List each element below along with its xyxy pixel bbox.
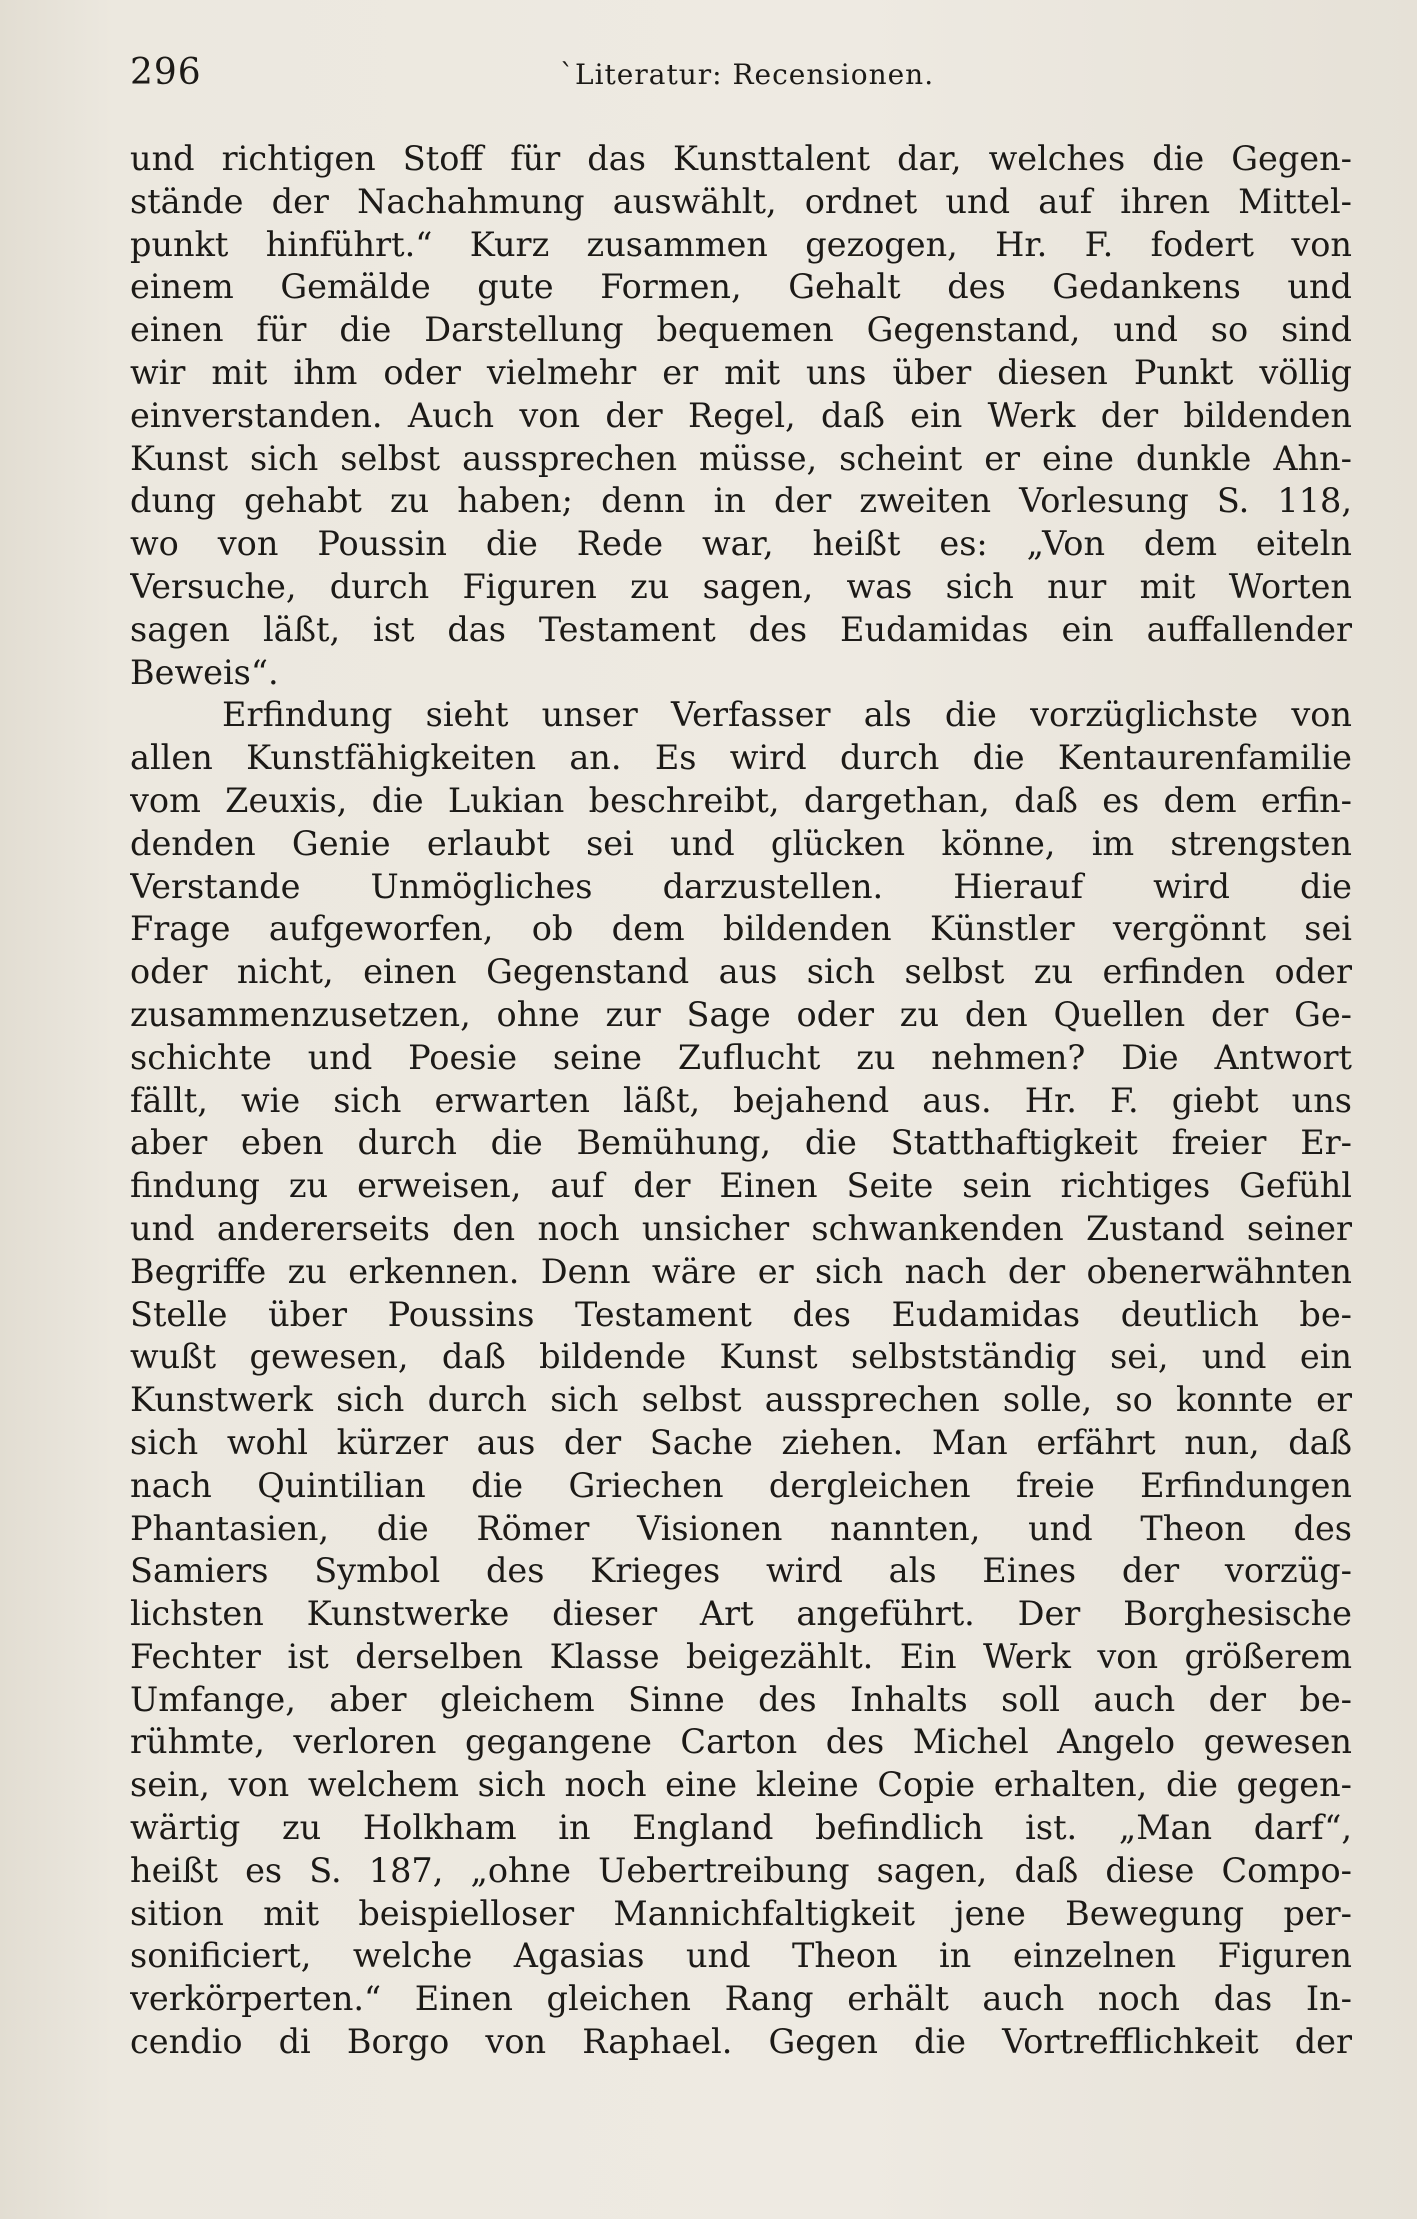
text-line: schichte und Poesie seine Zuflucht zu nehmen? Die Antwort — [130, 1037, 1352, 1077]
text-line: einem Gemälde gute Formen, Gehalt des Gedankens und — [130, 267, 1352, 307]
text-line: wo von Poussin die Rede war, heißt es: „Von dem eiteln — [130, 524, 1352, 564]
text-line: sagen läßt, ist das Testament des Eudamidas ein auffallender — [130, 609, 1352, 649]
text-line: Fechter ist derselben Klasse beigezählt. Ein Werk von größerem — [130, 1636, 1352, 1676]
text-line: cendio di Borgo von Raphael. Gegen die Vortrefflichkeit der — [130, 2022, 1352, 2062]
text-line: einen für die Darstellung bequemen Gegenstand, und so sind — [130, 310, 1352, 350]
text-line: sonificiert, welche Agasias und Theon in einzelnen Figuren — [130, 1936, 1352, 1976]
text-line: wärtig zu Holkham in England befindlich ist. „Man darf“, — [130, 1808, 1352, 1848]
text-line: Kunstwerk sich durch sich selbst aussprechen solle, so konnte er — [130, 1380, 1352, 1420]
text-line: heißt es S. 187, „ohne Uebertreibung sagen, daß diese Compo- — [130, 1850, 1352, 1890]
text-line: Frage aufgeworfen, ob dem bildenden Künstler vergönnt sei — [130, 909, 1352, 949]
text-line: zusammenzusetzen, ohne zur Sage oder zu den Quellen der Ge- — [130, 994, 1352, 1034]
text-line: und richtigen Stoff für das Kunsttalent dar, welches die Gegen- — [130, 139, 1352, 178]
text-line: vom Zeuxis, die Lukian beschreibt, dargethan, daß es dem erfin- — [130, 780, 1352, 820]
text-line: sition mit beispielloser Mannichfaltigkeit jene Bewegung per- — [130, 1893, 1352, 1933]
text-line: findung zu erweisen, auf der Einen Seite sein richtiges Gefühl — [130, 1166, 1352, 1206]
page-number: 296 — [130, 52, 202, 93]
text-line: Stelle über Poussins Testament des Eudamidas deutlich be- — [130, 1294, 1352, 1334]
text-line: Begriffe zu erkennen. Denn wäre er sich nach der obenerwähnten — [130, 1251, 1352, 1291]
text-line: verkörperten.“ Einen gleichen Rang erhält auch noch das In- — [130, 1979, 1352, 2019]
body-text — [130, 138, 1352, 2064]
text-line: Verstande Unmögliches darzustellen. Hierauf wird die — [130, 866, 1352, 906]
text-line: punkt hinführt.“ Kurz zusammen gezogen, Hr. F. fodert von — [130, 224, 1352, 264]
text-line: sein, von welchem sich noch eine kleine Copie erhalten, die gegen- — [130, 1765, 1352, 1805]
text-line: denden Genie erlaubt sei und glücken könne, im strengsten — [130, 823, 1352, 863]
text-line: rühmte, verloren gegangene Carton des Michel Angelo gewesen — [130, 1722, 1352, 1762]
text-line: lichsten Kunstwerke dieser Art angeführt. Der Borghesische — [130, 1594, 1352, 1634]
text-line: Versuche, durch Figuren zu sagen, was sich nur mit Worten — [130, 566, 1352, 606]
text-line: allen Kunstfähigkeiten an. Es wird durch die Kentaurenfamilie — [130, 738, 1352, 778]
text-line: oder nicht, einen Gegenstand aus sich selbst zu erfinden oder — [130, 952, 1352, 992]
text-line: dung gehabt zu haben; denn in der zweiten Vorlesung S. 118, — [130, 481, 1352, 521]
text-line: Phantasien, die Römer Visionen nannten, und Theon des — [130, 1508, 1352, 1548]
text-line: stände der Nachahmung auswählt, ordnet und auf ihren Mittel- — [130, 181, 1352, 221]
text-line: und andererseits den noch unsicher schwankenden Zustand seiner — [130, 1208, 1352, 1248]
text-line: Erfindung sieht unser Verfasser als die vorzüglichste von — [222, 695, 1352, 735]
text-line: nach Quintilian die Griechen dergleichen freie Erfindungen — [130, 1465, 1352, 1505]
text-line: Beweis“. — [130, 652, 279, 692]
text-line: einverstanden. Auch von der Regel, daß ein Werk der bildenden — [130, 395, 1352, 435]
text-line: aber eben durch die Bemühung, die Statthaftigkeit freier Er- — [130, 1123, 1352, 1163]
text-line: fällt, wie sich erwarten läßt, bejahend aus. Hr. F. giebt uns — [130, 1080, 1352, 1120]
text-line: Samiers Symbol des Krieges wird als Eines der vorzüg- — [130, 1551, 1352, 1591]
text-line: Umfange, aber gleichem Sinne des Inhalts soll auch der be- — [130, 1679, 1352, 1719]
text-line: wir mit ihm oder vielmehr er mit uns über diesen Punkt völlig — [130, 352, 1352, 392]
text-line: Kunst sich selbst aussprechen müsse, scheint er eine dunkle Ahn- — [130, 438, 1352, 478]
text-line: wußt gewesen, daß bildende Kunst selbstständig sei, und ein — [130, 1337, 1352, 1377]
running-head: `Literatur: Recensionen. — [560, 58, 935, 91]
text-line: sich wohl kürzer aus der Sache ziehen. Man erfährt nun, daß — [130, 1422, 1352, 1462]
page-header — [130, 52, 1347, 100]
